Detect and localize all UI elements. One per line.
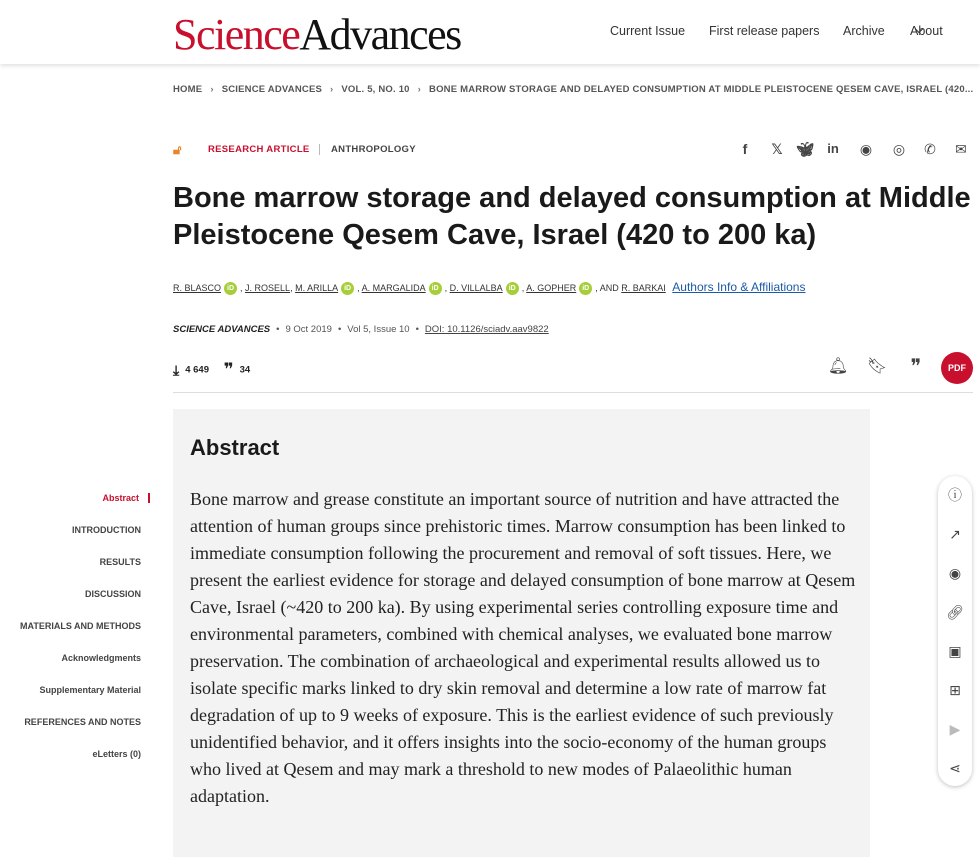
open-access-icon: 🔓︎ bbox=[173, 142, 182, 157]
toc-eletters[interactable]: eLetters (0) bbox=[92, 749, 141, 759]
x-icon[interactable]: 𝕏 bbox=[771, 141, 783, 157]
share-icon[interactable]: ⋖ bbox=[949, 760, 961, 776]
issue-info[interactable]: Vol 5, Issue 10 bbox=[347, 324, 410, 335]
bell-icon[interactable]: 🔔︎ bbox=[827, 358, 849, 375]
article-actions bbox=[0, 352, 980, 384]
publication-info: SCIENCE ADVANCES • 9 Oct 2019 • Vol 5, Issue 10 • DOI: 10.1126/sciadv.aav9822 bbox=[173, 324, 549, 335]
download-count[interactable]: 4 649 bbox=[185, 364, 209, 376]
toc-discussion[interactable]: DISCUSSION bbox=[84, 589, 141, 599]
author-and: , AND bbox=[595, 283, 619, 293]
author-name[interactable]: M. ARILLA bbox=[295, 283, 339, 293]
author-name[interactable]: R. BLASCO bbox=[173, 283, 222, 293]
article-type: RESEARCH ARTICLE bbox=[208, 144, 310, 155]
breadcrumb-article: BONE MARROW STORAGE AND DELAYED CONSUMPTION AT MIDDLE PLEISTOCENE QESEM CAVE, ISRAEL (420... bbox=[429, 84, 973, 95]
toc-abstract[interactable]: Abstract bbox=[102, 493, 150, 503]
author-name[interactable]: J. ROSELL bbox=[245, 283, 291, 293]
divider bbox=[319, 144, 320, 155]
journal-name[interactable]: SCIENCE ADVANCES bbox=[173, 324, 271, 335]
trending-icon[interactable]: ↗ bbox=[949, 526, 961, 542]
toc-results[interactable]: RESULTS bbox=[99, 557, 141, 567]
reddit-icon[interactable]: ◉ bbox=[859, 141, 873, 157]
orcid-icon[interactable]: iD bbox=[224, 282, 237, 295]
linkedin-icon[interactable]: in bbox=[827, 141, 839, 156]
cite-icon[interactable]: ❞ bbox=[910, 356, 922, 378]
author-name[interactable]: A. MARGALIDA bbox=[361, 283, 426, 293]
article-subject[interactable]: ANTHROPOLOGY bbox=[331, 144, 416, 155]
facebook-icon[interactable]: f bbox=[742, 141, 748, 157]
main-nav bbox=[0, 24, 980, 40]
toc-materials-methods[interactable]: MATERIALS AND METHODS bbox=[20, 621, 141, 631]
nav-archive[interactable]: Archive bbox=[843, 24, 885, 38]
eye-icon[interactable]: ◉ bbox=[948, 565, 962, 581]
nav-current-issue[interactable]: Current Issue bbox=[610, 24, 686, 38]
article-title: Bone marrow storage and delayed consumption at Middle Pleistocene Qesem Cave, Israel (420 to 200 ka) bbox=[173, 182, 971, 251]
breadcrumb-home[interactable]: HOME bbox=[173, 84, 203, 95]
citation-count[interactable]: 34 bbox=[239, 364, 251, 376]
authors-affiliations-link[interactable]: Authors Info & Affiliations bbox=[672, 280, 806, 294]
toc-introduction[interactable]: INTRODUCTION bbox=[72, 525, 141, 535]
author-name[interactable]: R. BARKAI bbox=[621, 283, 666, 293]
play-icon[interactable]: ▶ bbox=[949, 721, 961, 737]
publication-date: 9 Oct 2019 bbox=[285, 324, 332, 335]
breadcrumb bbox=[173, 84, 973, 95]
whatsapp-icon[interactable]: ✆ bbox=[924, 141, 936, 157]
toc-acknowledgments[interactable]: Acknowledgments bbox=[61, 653, 141, 663]
site-header bbox=[0, 0, 980, 64]
author-name[interactable]: D. VILLALBA bbox=[449, 283, 503, 293]
orcid-icon[interactable]: iD bbox=[579, 282, 592, 295]
download-icon: ⤓ bbox=[173, 361, 180, 378]
orcid-icon[interactable]: iD bbox=[506, 282, 519, 295]
divider bbox=[173, 392, 973, 393]
abstract-text: Bone marrow and grease constitute an important source of nutrition and have attracted the attention of human groups since prehistoric times. Marrow consumption has been linked to immediate consumption following the procurement and removal of soft tissues. Here, we present the earliest evidence for storage and delayed consumption of bone marrow at Qesem Cave, Israel (~420 to 200 ka). By using experimental series controlling exposure time and environmental parameters, combined with chemical analyses, we evaluated bone marrow preservation. The combination of archaeological and experimental results allowed us to isolate specific marks linked to dry skin removal and determine a low rate of marrow fat degradation of up to 9 weeks of exposure. This is the earliest evidence of such previously unidentified behavior, and it offers insights into the socio-economy of the human groups who lived at Qesem and may mark a threshold to new modes of Palaeolithic human adaptation. bbox=[190, 489, 856, 806]
nav-first-release[interactable]: First release papers bbox=[709, 24, 820, 38]
chevron-right-icon: › bbox=[210, 84, 214, 95]
email-icon[interactable]: ✉ bbox=[955, 141, 967, 157]
table-icon[interactable]: ⊞ bbox=[949, 682, 961, 698]
side-toolbar bbox=[938, 476, 972, 786]
pdf-icon[interactable]: PDF bbox=[941, 352, 973, 384]
author-name[interactable]: A. GOPHER bbox=[526, 283, 577, 293]
doi-link[interactable]: DOI: 10.1126/sciadv.aav9822 bbox=[424, 324, 549, 335]
site-logo[interactable]: ScienceAdvances bbox=[173, 10, 461, 59]
breadcrumb-issue[interactable]: VOL. 5, NO. 10 bbox=[341, 84, 410, 95]
wechat-icon[interactable]: ◎ bbox=[892, 141, 906, 157]
link-icon[interactable]: 🔗︎ bbox=[946, 604, 964, 620]
orcid-icon[interactable]: iD bbox=[429, 282, 442, 295]
orcid-icon[interactable]: iD bbox=[341, 282, 354, 295]
abstract-section bbox=[173, 409, 870, 857]
breadcrumb-journal[interactable]: SCIENCE ADVANCES bbox=[221, 84, 323, 95]
nav-about[interactable]: About bbox=[910, 24, 943, 38]
bluesky-icon[interactable]: 🦋︎ bbox=[796, 141, 814, 157]
toc-references[interactable]: REFERENCES AND NOTES bbox=[24, 717, 141, 727]
abstract-heading: Abstract bbox=[190, 435, 280, 460]
chevron-right-icon: › bbox=[417, 84, 422, 95]
image-icon[interactable]: ▣ bbox=[948, 643, 962, 659]
author-list: R. BLASCO iD , J. ROSELL, M. ARILLA iD , A. MARGALIDA iD , D. VILLALBA iD , A. GOPHER iD , AND R. BARKAI Authors Info & Affiliations bbox=[173, 280, 806, 294]
citation-icon: ❞ bbox=[223, 360, 234, 379]
info-icon[interactable]: ⓘ bbox=[948, 487, 962, 503]
bookmark-icon[interactable]: 🔖︎ bbox=[866, 358, 888, 375]
chevron-right-icon: › bbox=[330, 84, 334, 95]
toc-supplementary[interactable]: Supplementary Material bbox=[39, 685, 141, 695]
